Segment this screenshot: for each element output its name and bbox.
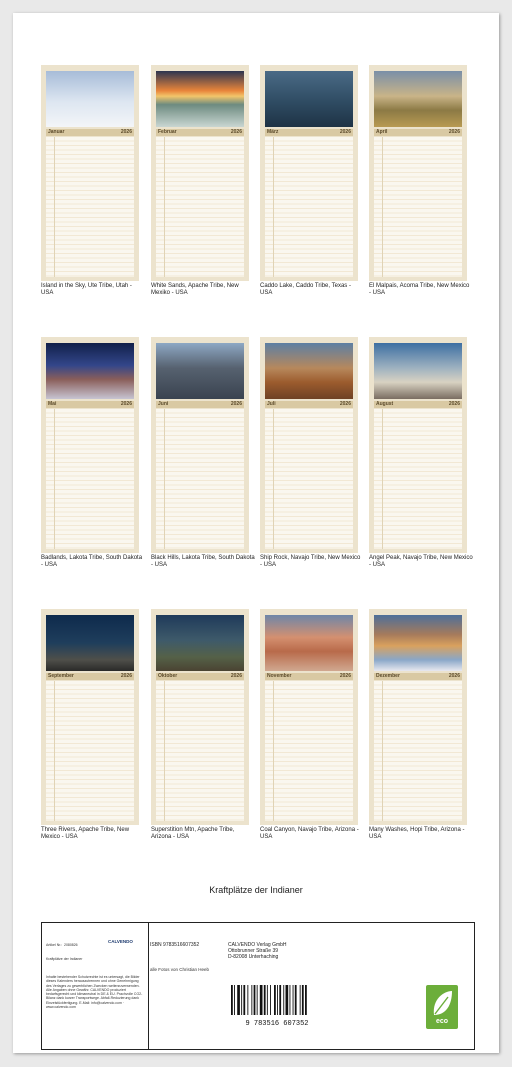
eco-badge bbox=[426, 985, 458, 1029]
month-year: 2026 bbox=[448, 673, 460, 679]
month-frame bbox=[151, 65, 249, 281]
month-name: November bbox=[267, 673, 292, 679]
photo-caption: Black Hills, Lakota Tribe, South Dakota - USA bbox=[151, 555, 255, 568]
month-name: Januar bbox=[48, 129, 65, 135]
barcode bbox=[229, 985, 325, 1028]
month-header bbox=[374, 673, 462, 680]
barcode-bar bbox=[270, 985, 271, 1015]
barcode-bar bbox=[257, 985, 258, 1015]
photo-credit: alle Fotos von Christian Heeb bbox=[150, 967, 210, 972]
barcode-bar bbox=[260, 985, 263, 1015]
day-lines bbox=[46, 137, 134, 277]
month-name: Februar bbox=[158, 129, 177, 135]
product-info-box bbox=[41, 922, 475, 1050]
month-name: August bbox=[376, 401, 394, 407]
month-photo bbox=[46, 615, 134, 671]
barcode-bar bbox=[293, 985, 294, 1015]
calendar-sheet bbox=[13, 13, 499, 1053]
barcode-bar bbox=[286, 985, 289, 1015]
barcode-bars bbox=[229, 985, 325, 1015]
day-lines bbox=[374, 137, 462, 277]
barcode-bar bbox=[279, 985, 281, 1015]
day-lines bbox=[46, 681, 134, 821]
barcode-bar bbox=[241, 985, 242, 1015]
month-year: 2026 bbox=[230, 401, 242, 407]
month-year: 2026 bbox=[120, 129, 132, 135]
calvendo-logo: CALVENDO bbox=[108, 939, 133, 944]
month-frame bbox=[151, 337, 249, 553]
month-name: März bbox=[267, 129, 279, 135]
day-lines bbox=[46, 409, 134, 549]
photo-caption: Three Rivers, Apache Tribe, New Mexico - USA bbox=[41, 827, 130, 840]
photo-caption: Caddo Lake, Caddo Tribe, Texas - USA bbox=[260, 283, 351, 296]
photo-caption: Ship Rock, Navajo Tribe, New Mexico - USA bbox=[260, 555, 361, 568]
day-lines bbox=[374, 409, 462, 549]
day-lines bbox=[156, 681, 244, 821]
article-label: Artikel Nr.: bbox=[46, 943, 63, 947]
publisher-address bbox=[228, 943, 287, 960]
month-header bbox=[265, 129, 353, 136]
month-year: 2026 bbox=[230, 673, 242, 679]
month-header bbox=[374, 129, 462, 136]
day-lines bbox=[265, 137, 353, 277]
month-year: 2026 bbox=[448, 129, 460, 135]
barcode-bar bbox=[300, 985, 301, 1015]
barcode-bar bbox=[251, 985, 252, 1015]
photo-caption: Coal Canyon, Navajo Tribe, Arizona - USA bbox=[260, 827, 359, 840]
month-frame bbox=[369, 609, 467, 825]
calendar-title: Kraftplätze der Indianer bbox=[209, 885, 303, 895]
barcode-bar bbox=[290, 985, 291, 1015]
day-lines bbox=[156, 137, 244, 277]
month-name: Mai bbox=[48, 401, 57, 407]
month-frame bbox=[41, 337, 139, 553]
month-header bbox=[265, 401, 353, 408]
day-lines bbox=[265, 409, 353, 549]
month-photo bbox=[374, 343, 462, 399]
month-name: April bbox=[376, 129, 388, 135]
month-header bbox=[265, 673, 353, 680]
month-photo bbox=[46, 343, 134, 399]
month-year: 2026 bbox=[339, 129, 351, 135]
month-photo bbox=[156, 615, 244, 671]
photo-caption: Island in the Sky, Ute Tribe, Utah - USA bbox=[41, 283, 132, 296]
month-header bbox=[46, 401, 134, 408]
month-photo bbox=[156, 343, 244, 399]
month-frame bbox=[151, 609, 249, 825]
article-number: 2080826 bbox=[64, 943, 78, 947]
month-header bbox=[374, 401, 462, 408]
publisher-line: CALVENDO Verlag GmbH bbox=[228, 942, 287, 948]
photo-caption: Badlands, Lakota Tribe, South Dakota - USA bbox=[41, 555, 143, 568]
month-frame bbox=[41, 609, 139, 825]
month-header bbox=[46, 129, 134, 136]
month-name: Dezember bbox=[376, 673, 400, 679]
month-header bbox=[156, 129, 244, 136]
legal-text: Inhalte bestehender Schutzrechte ist es untersagt, die Bilder dieses Kalenders herauszutrennen und ohne Genehmigung des Verlages zu gewerblichen Zwecken weiterzuverwenden. Alle Angaben ohne Gewähr. CALVENDO produziert bedarfsgerecht und klimaneutral in DE & EU. Prachvolle CO2-Bilanz dank kurzer Transportwege. Abfall-Reduzierung dank Einzelstückfertigung. E-Mail: info@calvendo.com · www.calvendo.com bbox=[46, 975, 143, 1010]
day-lines bbox=[156, 409, 244, 549]
month-year: 2026 bbox=[339, 673, 351, 679]
barcode-bar bbox=[302, 985, 304, 1015]
month-header bbox=[156, 673, 244, 680]
barcode-bar bbox=[243, 985, 245, 1015]
barcode-bar bbox=[264, 985, 266, 1015]
month-header bbox=[156, 401, 244, 408]
barcode-bar bbox=[254, 985, 256, 1015]
photo-caption: Many Washes, Hopi Tribe, Arizona - USA bbox=[369, 827, 465, 840]
month-photo bbox=[265, 71, 353, 127]
barcode-bar bbox=[305, 985, 307, 1015]
month-frame bbox=[41, 65, 139, 281]
barcode-number: 9 783516 607352 bbox=[245, 1020, 309, 1028]
month-name: Juli bbox=[267, 401, 276, 407]
month-photo bbox=[374, 71, 462, 127]
month-year: 2026 bbox=[120, 673, 132, 679]
barcode-bar bbox=[231, 985, 233, 1015]
month-photo bbox=[374, 615, 462, 671]
day-lines bbox=[265, 681, 353, 821]
month-name: September bbox=[48, 673, 74, 679]
month-photo bbox=[156, 71, 244, 127]
month-photo bbox=[265, 615, 353, 671]
eco-label: eco bbox=[435, 1018, 449, 1025]
barcode-bar bbox=[234, 985, 235, 1015]
month-year: 2026 bbox=[230, 129, 242, 135]
article-column bbox=[42, 923, 149, 1049]
barcode-bar bbox=[283, 985, 284, 1015]
month-name: Oktober bbox=[158, 673, 178, 679]
publisher-line: Ottobrunner Straße 39 bbox=[228, 947, 279, 954]
isbn: ISBN 9783516607352 bbox=[150, 942, 200, 948]
month-name: Juni bbox=[158, 401, 169, 407]
month-year: 2026 bbox=[448, 401, 460, 407]
month-header bbox=[46, 673, 134, 680]
barcode-bar bbox=[237, 985, 240, 1015]
barcode-bar bbox=[274, 985, 276, 1015]
day-lines bbox=[374, 681, 462, 821]
month-year: 2026 bbox=[339, 401, 351, 407]
month-frame bbox=[260, 337, 358, 553]
month-frame bbox=[369, 337, 467, 553]
month-year: 2026 bbox=[120, 401, 132, 407]
photo-caption: El Malpais, Acoma Tribe, New Mexico - USA bbox=[369, 283, 470, 296]
barcode-bar bbox=[295, 985, 297, 1015]
barcode-bar bbox=[247, 985, 248, 1015]
calendar-name: Kraftplätze der Indianer bbox=[46, 957, 83, 961]
month-frame bbox=[260, 609, 358, 825]
month-frame bbox=[369, 65, 467, 281]
barcode-bar bbox=[277, 985, 278, 1015]
photo-caption: White Sands, Apache Tribe, New Mexiko - USA bbox=[151, 283, 239, 296]
month-photo bbox=[265, 343, 353, 399]
publisher-line: D-82008 Unterhaching bbox=[228, 953, 279, 960]
photo-caption: Angel Peak, Navajo Tribe, New Mexico - USA bbox=[369, 555, 473, 568]
month-frame bbox=[260, 65, 358, 281]
month-photo bbox=[46, 71, 134, 127]
barcode-bar bbox=[267, 985, 268, 1015]
photo-caption: Superstition Mtn, Apache Tribe, Arizona - USA bbox=[151, 827, 235, 840]
